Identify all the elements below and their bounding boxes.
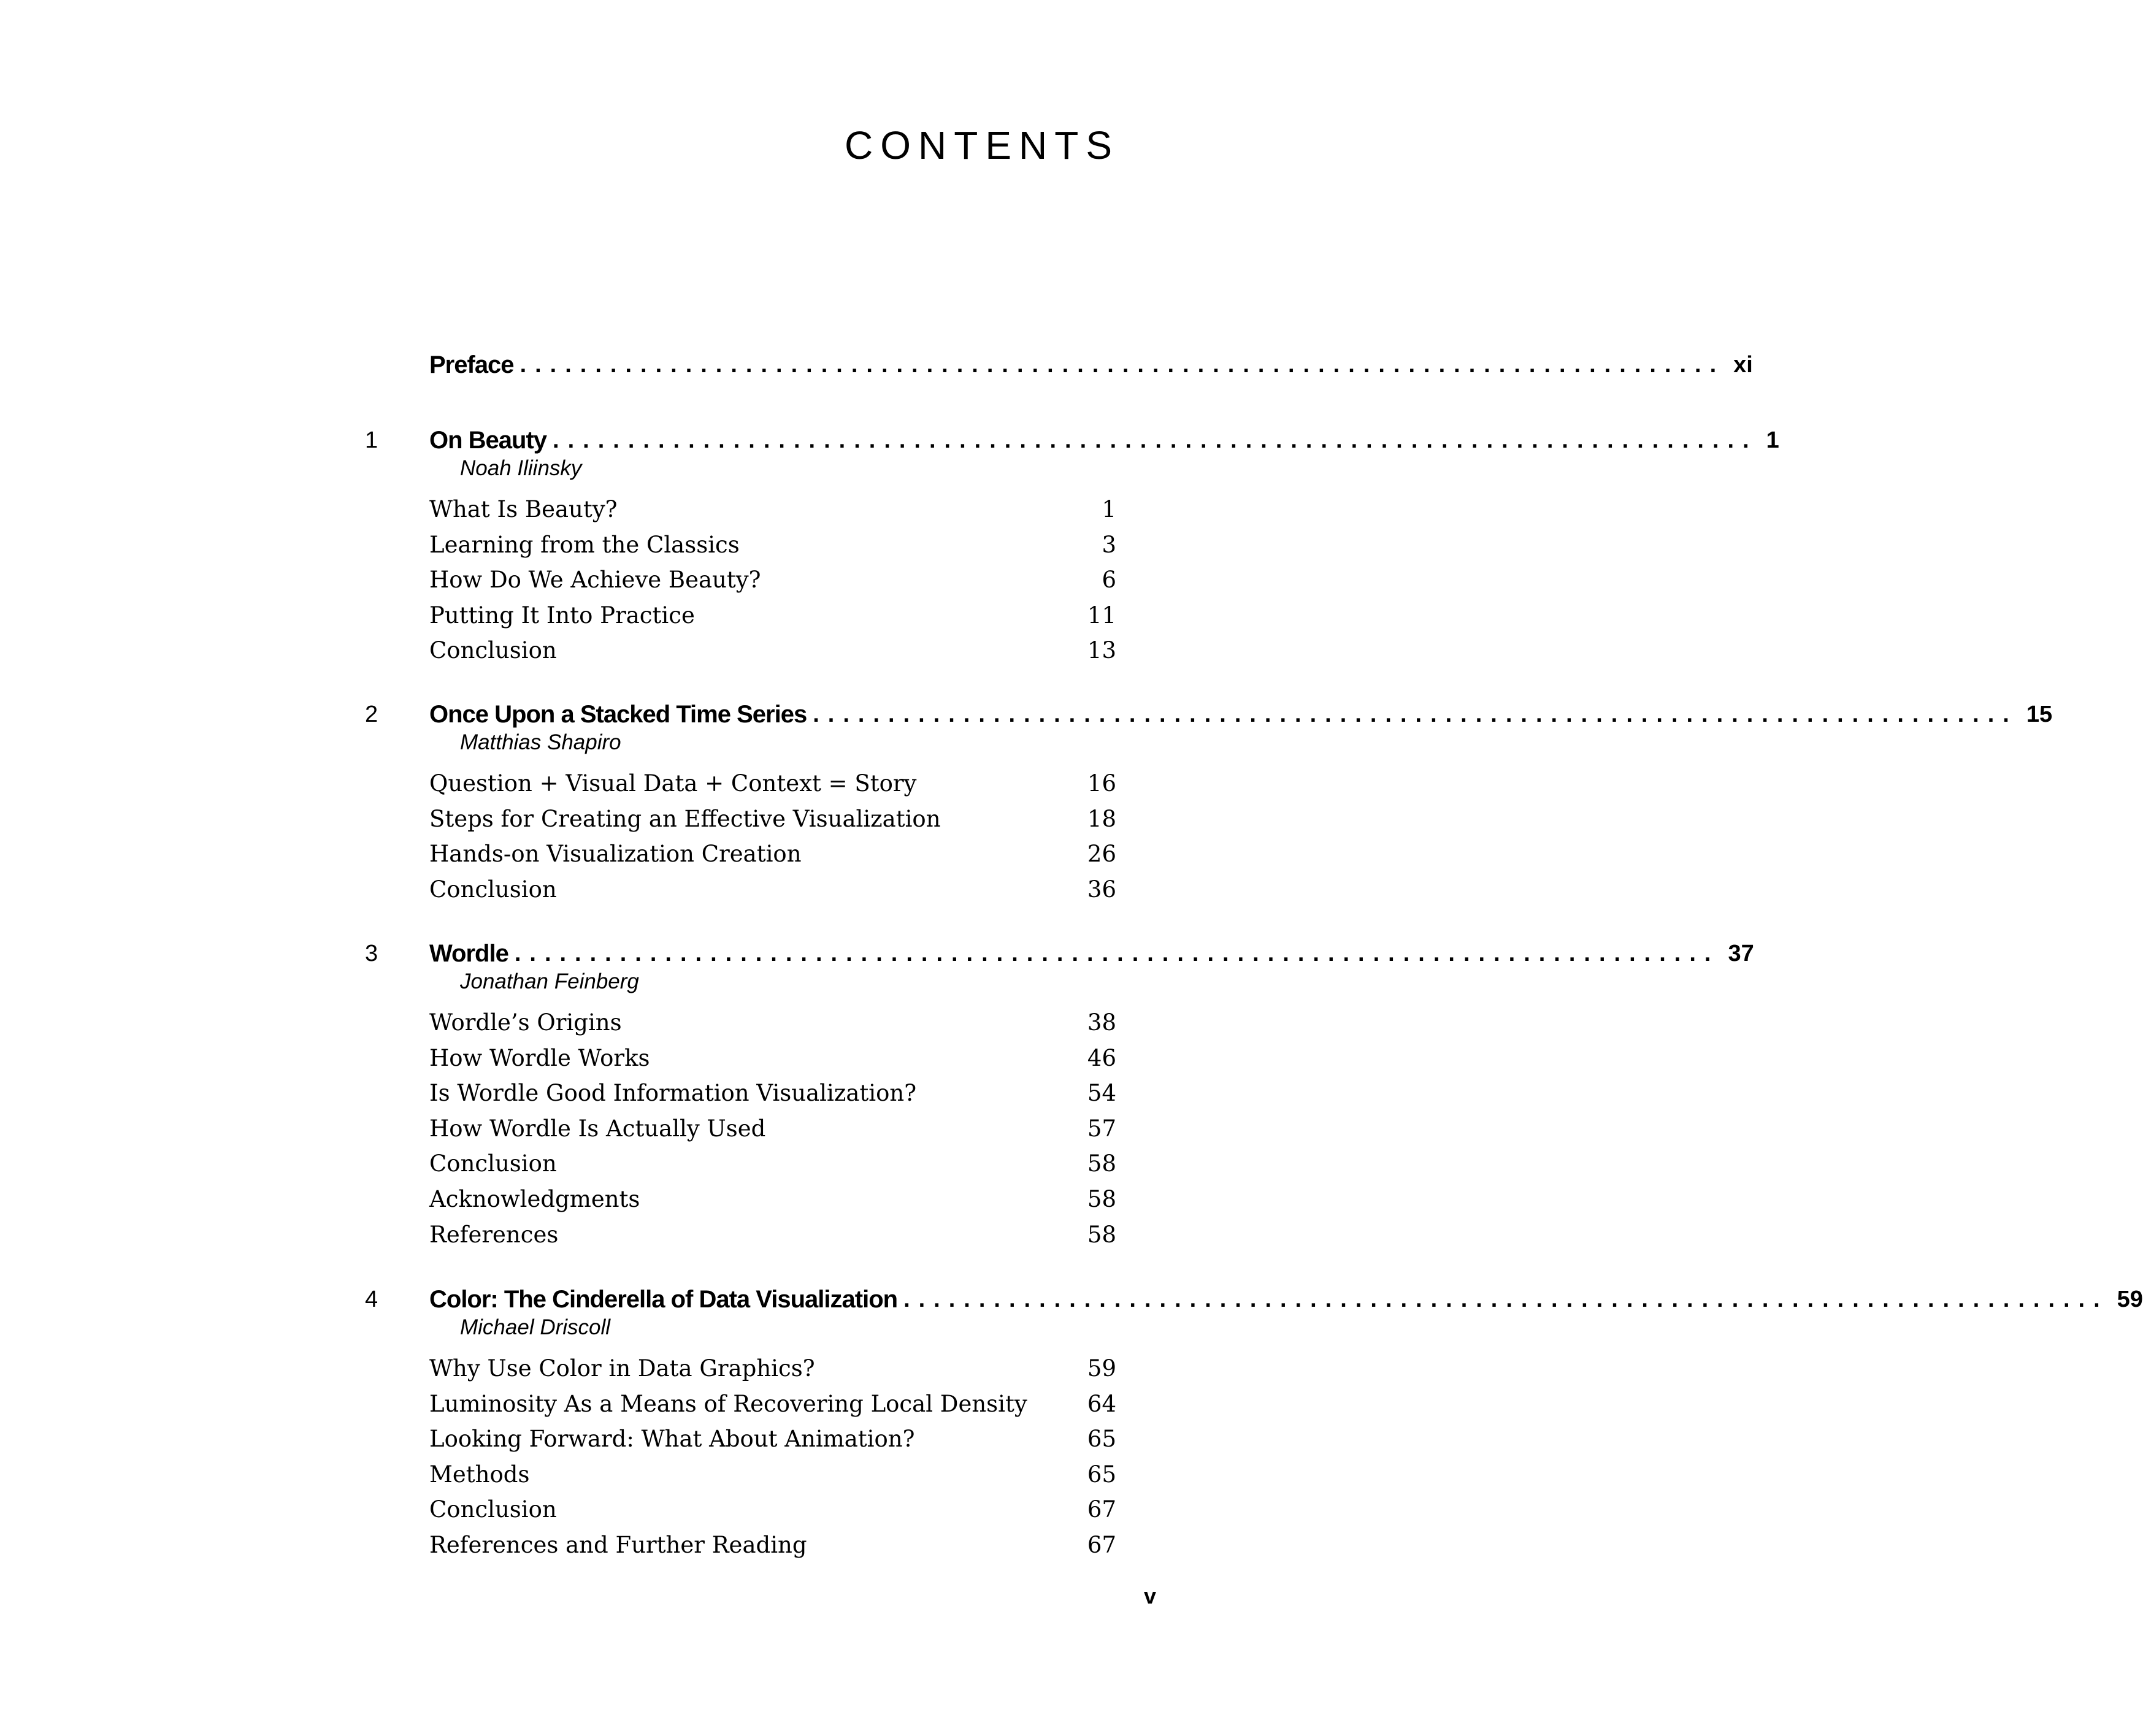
section-page-number: 18 <box>1087 805 1116 832</box>
section-entry[interactable] <box>429 1041 1116 1076</box>
section-page-number: 59 <box>1087 1355 1116 1382</box>
dot-leader: ................................................................................ <box>903 1286 2109 1312</box>
chapter-page-number: 15 <box>2026 701 2053 727</box>
section-page-number: 36 <box>1087 876 1116 903</box>
chapter-heading[interactable] <box>365 696 2053 733</box>
chapter-4 <box>365 1281 2143 1563</box>
section-title: Conclusion <box>429 1496 557 1523</box>
section-title: References and Further Reading <box>429 1531 807 1558</box>
section-page-number: 57 <box>1087 1115 1116 1142</box>
section-title: Question + Visual Data + Context = Story <box>429 770 917 797</box>
section-page-number: 11 <box>1087 602 1116 629</box>
section-title: Luminosity As a Means of Recovering Local Density <box>429 1390 1027 1417</box>
chapter-author: Jonathan Feinberg <box>460 969 639 993</box>
section-title: Learning from the Classics <box>429 531 740 558</box>
dot-leader: ................................................................................ <box>514 940 1720 966</box>
chapter-author: Noah Iliinsky <box>460 456 582 480</box>
section-entry[interactable] <box>429 492 1116 527</box>
section-list <box>429 1005 1116 1252</box>
dot-leader: ................................................................................ <box>813 701 2018 727</box>
chapter-heading[interactable] <box>365 935 1754 972</box>
section-page-number: 58 <box>1087 1150 1116 1177</box>
chapter-title: Color: The Cinderella of Data Visualization <box>429 1285 898 1313</box>
section-list <box>429 492 1116 668</box>
section-page-number: 38 <box>1087 1009 1116 1036</box>
section-entry[interactable] <box>429 1182 1116 1217</box>
section-list <box>429 1351 1116 1563</box>
section-title: Looking Forward: What About Animation? <box>429 1426 915 1453</box>
toc-entry-preface[interactable] <box>429 346 1753 383</box>
chapter-title: Once Upon a Stacked Time Series <box>429 700 807 728</box>
preface-title: Preface <box>429 351 514 378</box>
section-page-number: 26 <box>1087 841 1116 868</box>
chapter-number: 1 <box>365 427 378 453</box>
section-title: References <box>429 1221 559 1248</box>
section-page-number: 1 <box>1102 496 1116 522</box>
chapter-1 <box>365 422 1779 668</box>
section-page-number: 6 <box>1102 567 1116 594</box>
section-title: Is Wordle Good Information Visualization? <box>429 1080 917 1107</box>
section-entry[interactable] <box>429 1492 1116 1528</box>
section-title: Wordle’s Origins <box>429 1009 622 1036</box>
section-entry[interactable] <box>429 872 1116 908</box>
section-entry[interactable] <box>429 527 1116 563</box>
section-entry[interactable] <box>429 1457 1116 1493</box>
section-entry[interactable] <box>429 836 1116 872</box>
section-page-number: 67 <box>1087 1496 1116 1523</box>
section-entry[interactable] <box>429 1111 1116 1147</box>
section-page-number: 13 <box>1087 637 1116 664</box>
section-page-number: 16 <box>1087 770 1116 797</box>
section-title: Hands-on Visualization Creation <box>429 841 802 868</box>
section-list <box>429 766 1116 907</box>
chapter-title: On Beauty <box>429 426 547 454</box>
chapter-heading[interactable] <box>365 1281 2143 1318</box>
section-page-number: 54 <box>1087 1080 1116 1107</box>
section-page-number: 65 <box>1087 1426 1116 1453</box>
section-title: Conclusion <box>429 637 557 664</box>
section-title: What Is Beauty? <box>429 496 618 522</box>
section-entry[interactable] <box>429 801 1116 837</box>
chapter-title: Wordle <box>429 939 508 967</box>
section-entry[interactable] <box>429 1528 1116 1563</box>
chapter-heading[interactable] <box>365 422 1779 459</box>
section-entry[interactable] <box>429 1421 1116 1457</box>
section-title: Conclusion <box>429 876 557 903</box>
chapter-number: 2 <box>365 702 378 727</box>
page-title: CONTENTS <box>845 123 1119 167</box>
preface-page-number: xi <box>1733 351 1753 378</box>
section-entry[interactable] <box>429 1146 1116 1182</box>
section-entry[interactable] <box>429 1005 1116 1041</box>
section-title: Why Use Color in Data Graphics? <box>429 1355 815 1382</box>
chapter-2 <box>365 696 2053 907</box>
section-title: Steps for Creating an Effective Visualization <box>429 805 941 832</box>
section-entry[interactable] <box>429 562 1116 598</box>
section-page-number: 58 <box>1087 1221 1116 1248</box>
section-title: Putting It Into Practice <box>429 602 695 629</box>
page-folio: v <box>1143 1583 1156 1608</box>
section-entry[interactable] <box>429 1076 1116 1111</box>
section-entry[interactable] <box>429 1351 1116 1386</box>
section-entry[interactable] <box>429 598 1116 633</box>
section-title: How Wordle Works <box>429 1044 650 1071</box>
section-title: Acknowledgments <box>429 1185 640 1212</box>
section-entry[interactable] <box>429 1386 1116 1422</box>
section-page-number: 58 <box>1087 1185 1116 1212</box>
section-page-number: 3 <box>1102 531 1116 558</box>
dot-leader: ................................................................................ <box>519 351 1725 378</box>
section-entry[interactable] <box>429 633 1116 668</box>
chapter-author: Michael Driscoll <box>460 1315 611 1339</box>
chapter-page-number: 37 <box>1728 940 1754 966</box>
section-title: Conclusion <box>429 1150 557 1177</box>
section-title: How Do We Achieve Beauty? <box>429 567 761 594</box>
chapter-page-number: 59 <box>2117 1286 2143 1312</box>
section-page-number: 64 <box>1087 1390 1116 1417</box>
section-title: Methods <box>429 1461 530 1488</box>
section-page-number: 67 <box>1087 1531 1116 1558</box>
chapter-3 <box>365 935 1754 1252</box>
chapter-number: 3 <box>365 941 378 966</box>
chapter-number: 4 <box>365 1287 378 1312</box>
chapter-page-number: 1 <box>1766 427 1779 453</box>
section-entry[interactable] <box>429 1217 1116 1253</box>
section-title: How Wordle Is Actually Used <box>429 1115 766 1142</box>
chapter-author: Matthias Shapiro <box>460 730 621 754</box>
section-page-number: 46 <box>1087 1044 1116 1071</box>
section-page-number: 65 <box>1087 1461 1116 1488</box>
dot-leader: ................................................................................ <box>553 427 1758 453</box>
section-entry[interactable] <box>429 766 1116 801</box>
